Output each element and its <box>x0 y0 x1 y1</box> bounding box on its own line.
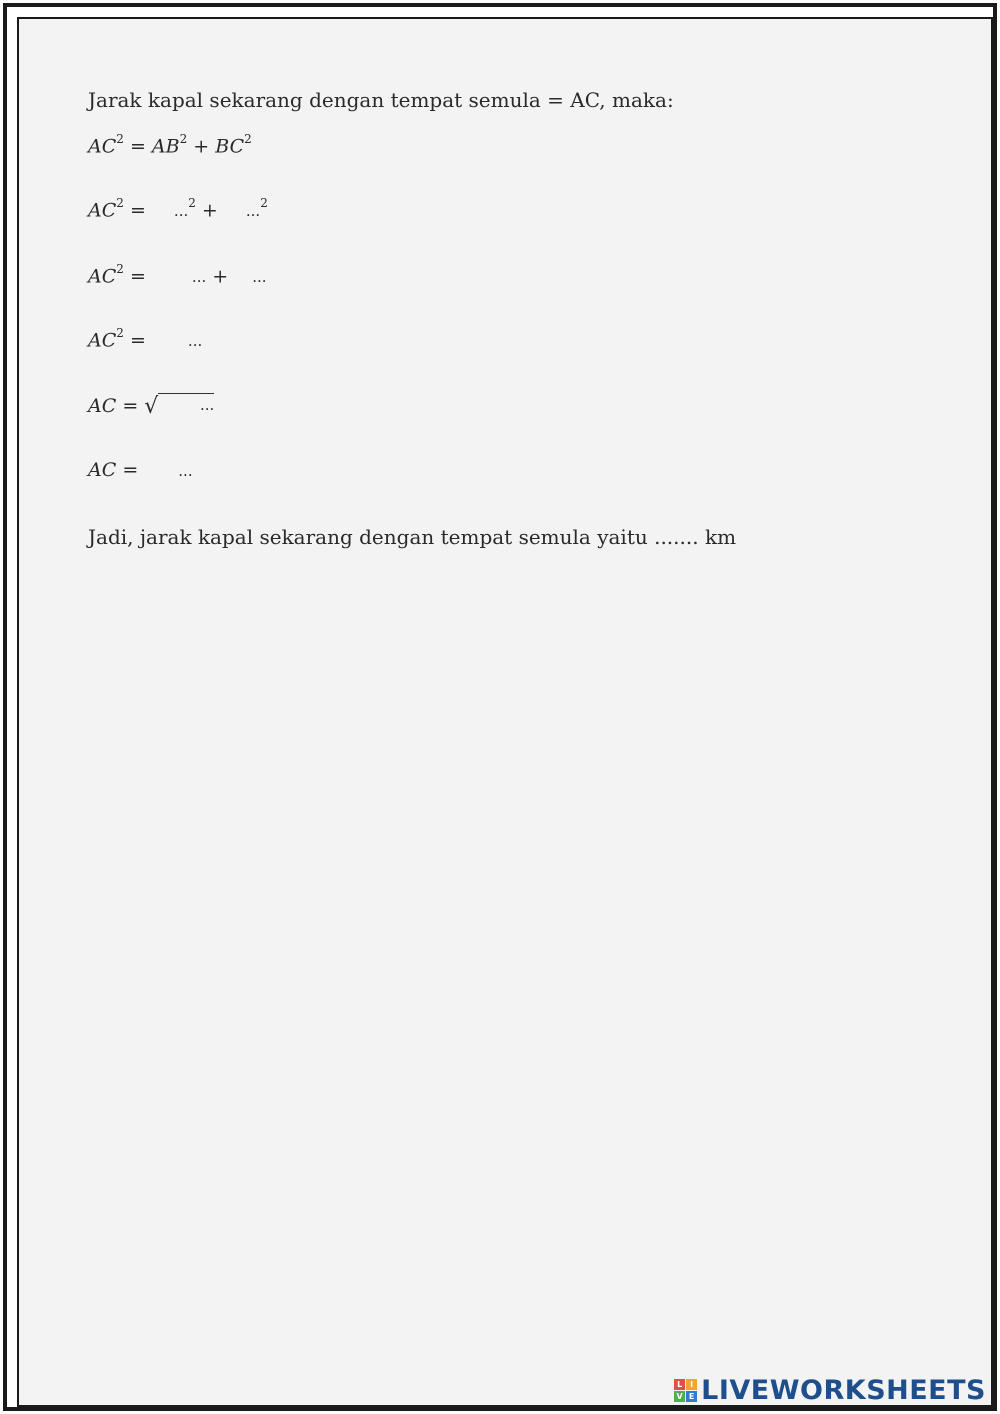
blank2-exponent: 2 <box>260 196 268 210</box>
logo-mark-letter: L <box>674 1379 685 1390</box>
lhs-variable: AC <box>88 329 117 352</box>
lhs-exponent: 2 <box>116 196 124 210</box>
answer-blank-1[interactable]: ... <box>191 268 207 287</box>
equation-step-5 <box>88 393 214 418</box>
equals-sign: = <box>129 199 146 222</box>
answer-blank-1[interactable]: ... <box>158 393 214 414</box>
intro-text: Jarak kapal sekarang dengan tempat semula = AC, maka: <box>88 88 674 112</box>
lhs-exponent: 2 <box>116 132 124 146</box>
answer-blank-1[interactable]: ... <box>187 332 203 351</box>
answer-blank-1[interactable]: ... <box>178 462 193 480</box>
equation-step-3 <box>88 264 267 287</box>
term1-exponent: 2 <box>179 132 188 146</box>
lhs-exponent: 2 <box>116 326 124 340</box>
logo-mark-letter: E <box>686 1391 697 1402</box>
lhs-variable: AC <box>88 135 117 158</box>
answer-blank-1[interactable]: ... <box>173 202 189 221</box>
logo-mark-letter: V <box>674 1391 685 1402</box>
square-root-icon: √ <box>144 394 159 419</box>
term2-exponent: 2 <box>244 132 252 146</box>
conclusion-text: Jadi, jarak kapal sekarang dengan tempat semula yaitu ....... km <box>88 525 737 549</box>
lhs-exponent: 2 <box>116 262 124 276</box>
lhs-variable: AC <box>88 459 117 481</box>
page-frame-inner <box>17 17 993 1407</box>
equals-sign: = <box>129 135 146 158</box>
logo-mark-letter: I <box>686 1379 697 1390</box>
plus-sign: + <box>201 199 218 222</box>
lhs-variable: AC <box>88 395 117 417</box>
equals-sign: = <box>122 459 139 481</box>
answer-blank-2[interactable]: ... <box>252 268 267 287</box>
plus-sign: + <box>212 265 229 288</box>
liveworksheets-logo <box>674 1375 986 1406</box>
logo-text: LIVEWORKSHEETS <box>701 1375 986 1406</box>
liveworksheets-logo-icon <box>674 1379 697 1402</box>
blank1-exponent: 2 <box>188 196 196 210</box>
term2-variable: BC <box>215 135 245 158</box>
equation-step-4 <box>88 328 202 351</box>
equation-step-2 <box>88 198 268 221</box>
lhs-variable: AC <box>88 199 117 222</box>
lhs-variable: AC <box>88 265 117 288</box>
answer-blank-2[interactable]: ... <box>245 202 261 221</box>
plus-sign: + <box>193 135 210 158</box>
equals-sign: = <box>129 329 146 352</box>
term1-variable: AB <box>151 135 180 158</box>
equation-step-1 <box>88 134 252 157</box>
equation-step-6 <box>88 459 193 481</box>
equals-sign: = <box>129 265 146 288</box>
equals-sign: = <box>122 395 139 417</box>
